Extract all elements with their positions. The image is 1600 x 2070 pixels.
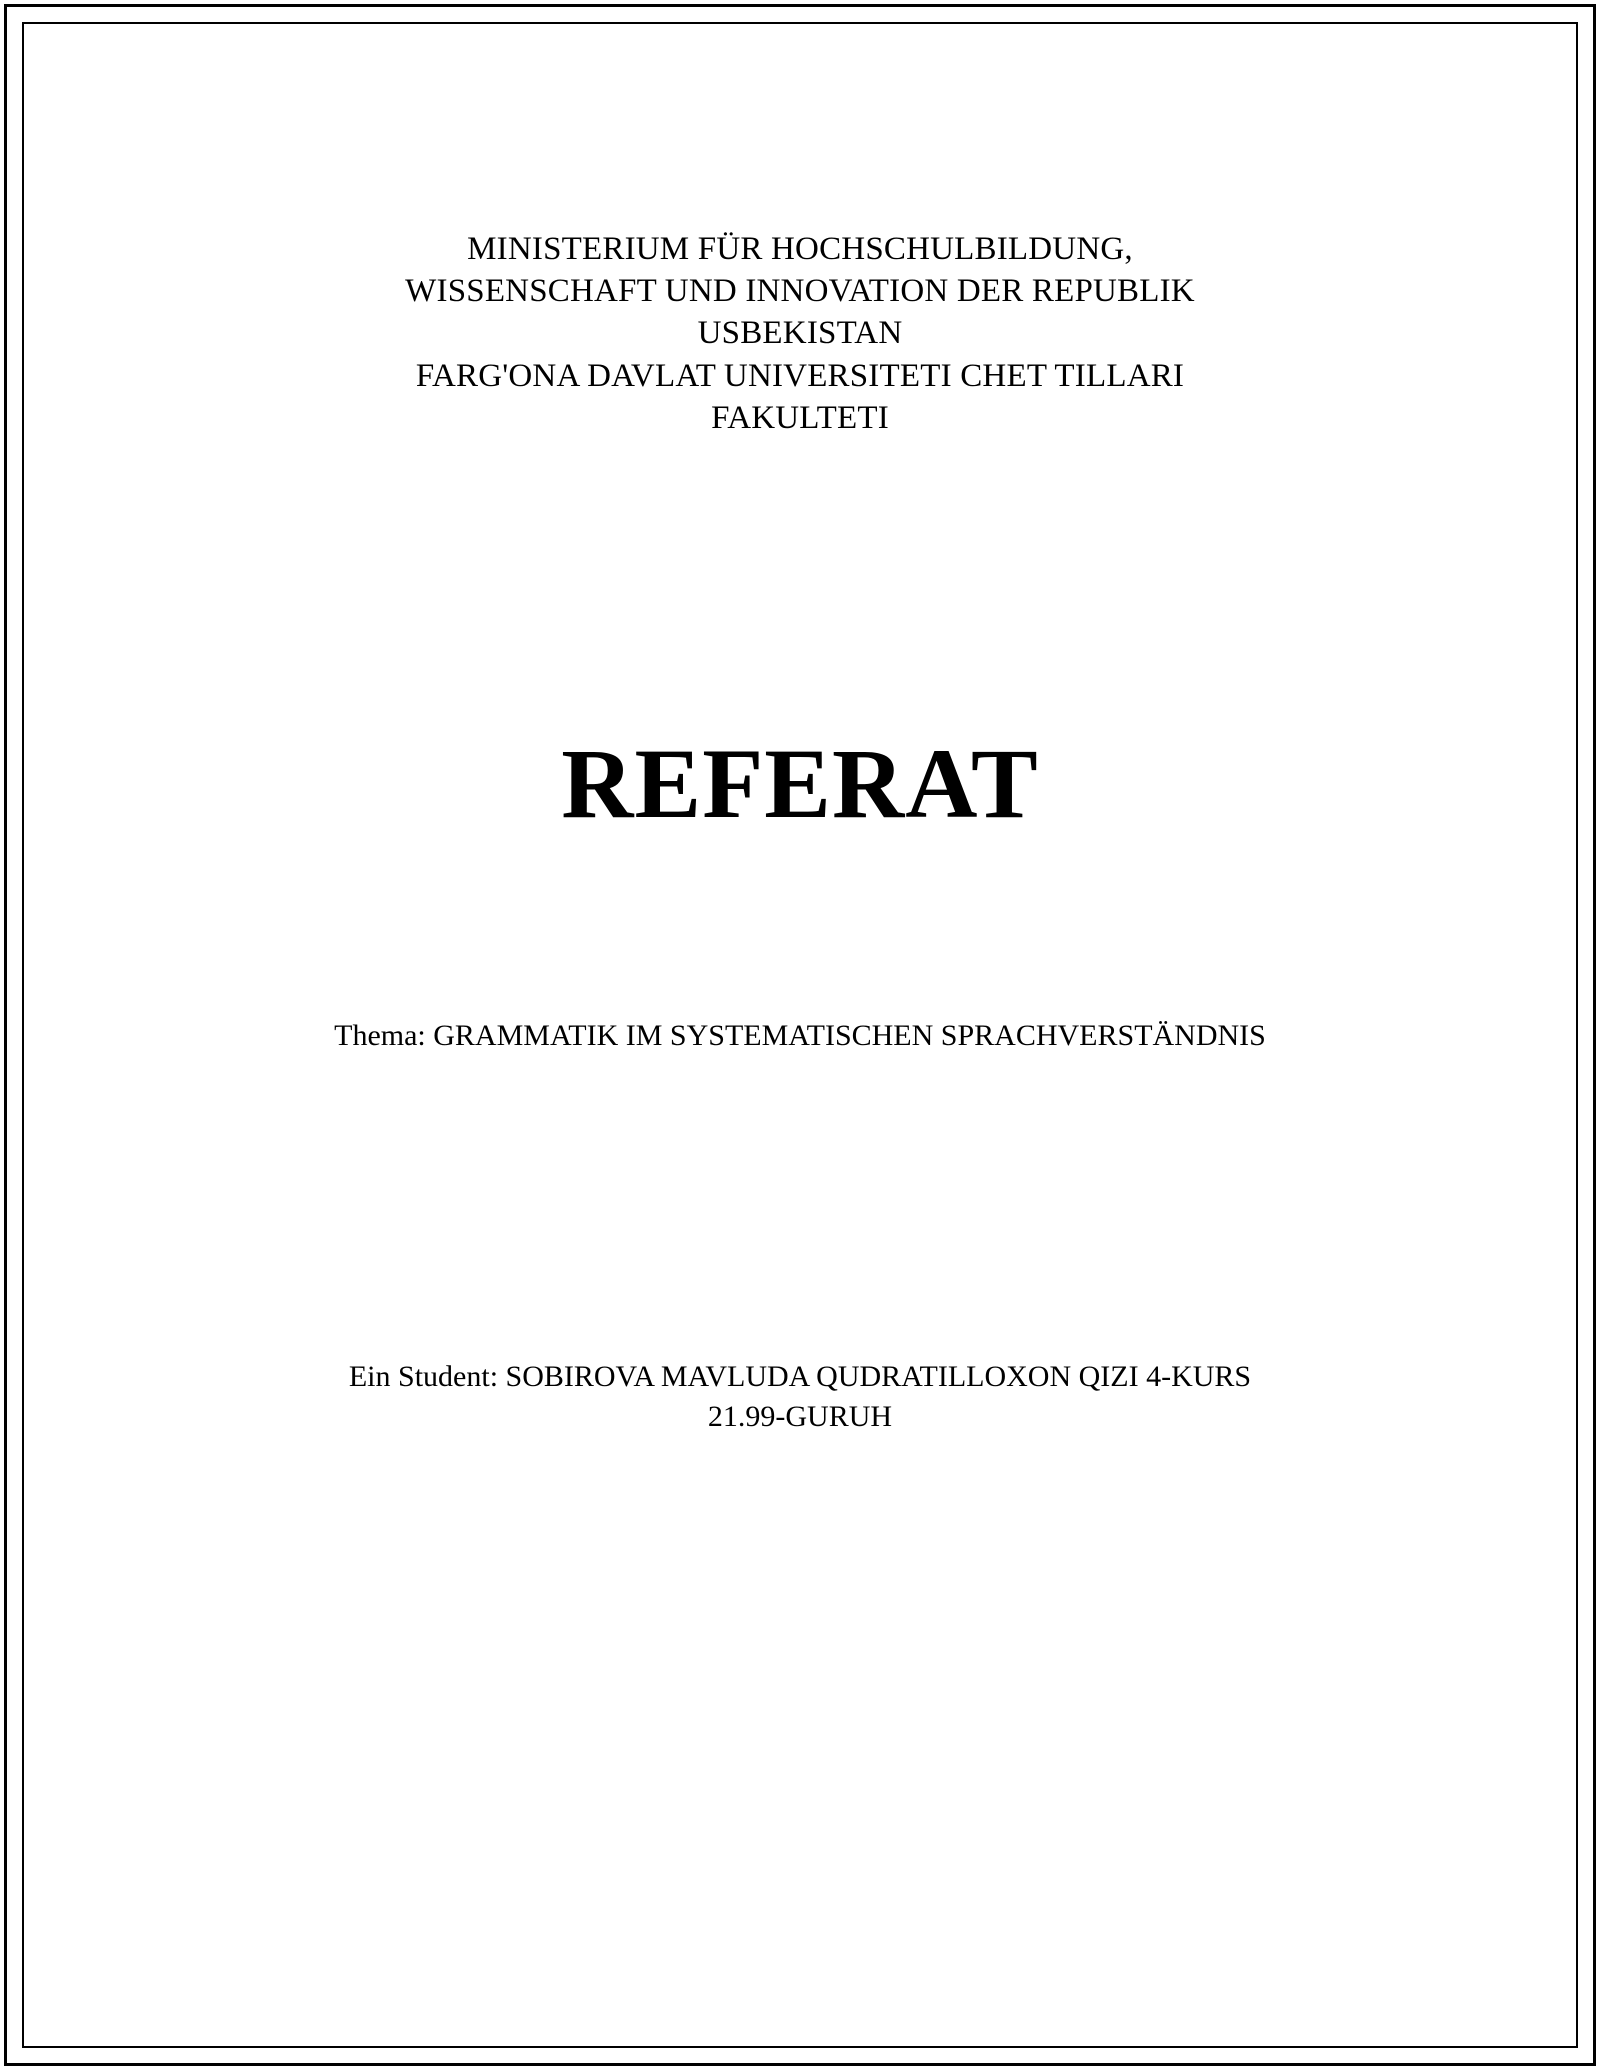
institution-line-3: USBEKISTAN [697, 315, 903, 352]
author-block [150, 1357, 1450, 1438]
institution-line-1: MINISTERIUM FÜR HOCHSCHULBILDUNG, [467, 231, 1133, 267]
subject-line: Thema: GRAMMATIK IM SYSTEMATISCHEN SPRACHVERSTÄNDNIS [334, 1019, 1266, 1053]
institution-line-2: WISSENSCHAFT UND INNOVATION DER REPUBLIK [405, 273, 1195, 310]
page-title: REFERAT [561, 728, 1039, 840]
author-group-line: 21.99-GURUH [707, 1400, 893, 1434]
institution-header [150, 228, 1450, 439]
author-name-line: Ein Student: SOBIROVA MAVLUDA QUDRATILLOXON QIZI 4-KURS [348, 1359, 1252, 1393]
institution-line-4: FARG'ONA DAVLAT UNIVERSITETI CHET TILLARI [415, 357, 1185, 394]
institution-line-5: FAKULTETI [711, 399, 889, 436]
